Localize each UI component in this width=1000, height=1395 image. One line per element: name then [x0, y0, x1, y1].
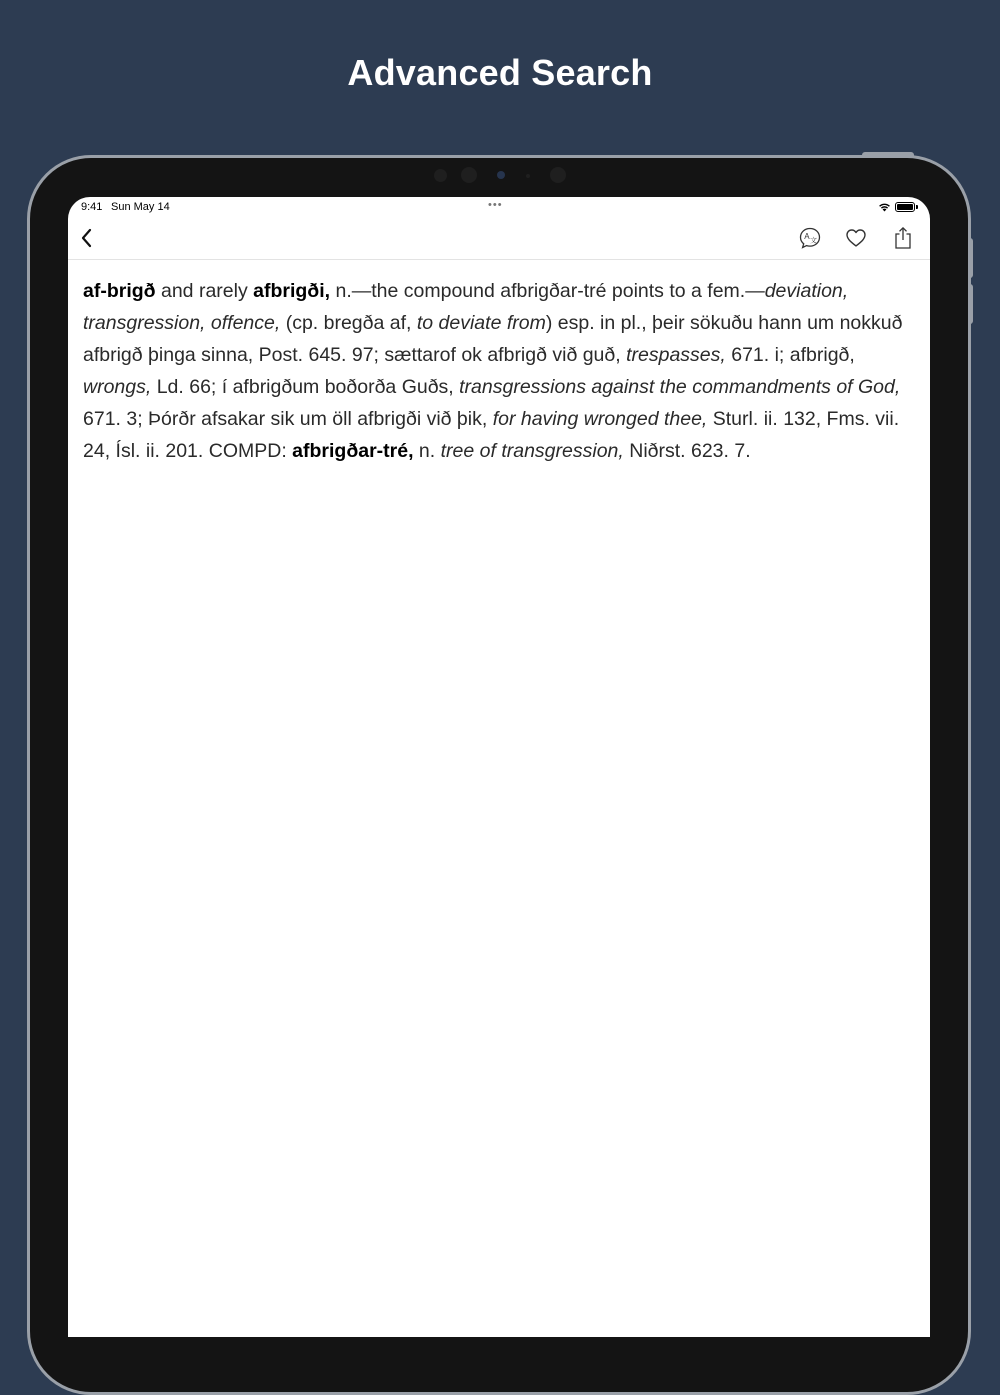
entry-translation: transgressions against the commandments of God, [459, 376, 901, 398]
variant-headword: afbrigði, [253, 280, 331, 302]
camera-lens [497, 171, 505, 179]
status-time: 9:41 [81, 201, 103, 213]
dictionary-entry [83, 275, 913, 467]
entry-text: 671. i; afbrigð, [725, 344, 855, 366]
svg-text:文: 文 [810, 237, 817, 245]
entry-text: Sturl. ii. 132, Fms. vii. 24, Ísl. ii. 201. COMPD: [83, 408, 900, 462]
chevron-left-icon[interactable] [74, 225, 100, 251]
navigation-bar [68, 219, 930, 260]
compound-headword: afbrigðar-tré, [292, 440, 414, 462]
entry-text: and rarely [155, 280, 254, 302]
headword: af-brigð [83, 280, 156, 302]
translate-icon[interactable] [797, 225, 823, 251]
status-bar [68, 197, 930, 219]
app-screen [68, 197, 930, 1337]
heart-icon[interactable] [843, 225, 869, 251]
entry-text: 671. 3; Þórðr afsakar sik um öll afbrigði við þik, [83, 408, 493, 430]
entry-text: Niðrst. 623. 7. [623, 440, 751, 462]
page-headline: Advanced Search [347, 52, 653, 93]
entry-text: n. [413, 440, 441, 462]
entry-translation: wrongs, [83, 376, 152, 398]
entry-text: (cp. bregða af, [280, 312, 417, 334]
svg-text:A: A [804, 232, 810, 242]
entry-text: Ld. 66; í afbrigðum boðorða Guðs, [151, 376, 460, 398]
share-icon[interactable] [890, 225, 916, 251]
battery-icon [895, 202, 915, 212]
entry-translation: to deviate from [416, 312, 546, 334]
battery-tip [916, 205, 918, 209]
sensor-dot [550, 167, 566, 183]
sensor-dot [434, 169, 447, 182]
entry-text: n.—the compound afbrigðar-tré points to a fem.— [330, 280, 765, 302]
entry-translation: deviation, transgression, offence, [83, 280, 849, 334]
sensor-dot [526, 174, 530, 178]
entry-translation: tree of transgression, [440, 440, 624, 462]
multitasking-dots[interactable]: ••• [488, 199, 503, 211]
entry-translation: for having wronged thee, [492, 408, 708, 430]
wifi-icon [878, 202, 891, 212]
status-date: Sun May 14 [111, 201, 170, 213]
sensor-dot [461, 167, 477, 183]
entry-text: ) esp. in pl., þeir sökuðu hann um nokkuð afbrigð þinga sinna, Post. 645. 97; sættarof ok afbrigð við guð, [83, 312, 903, 366]
entry-translation: trespasses, [626, 344, 726, 366]
